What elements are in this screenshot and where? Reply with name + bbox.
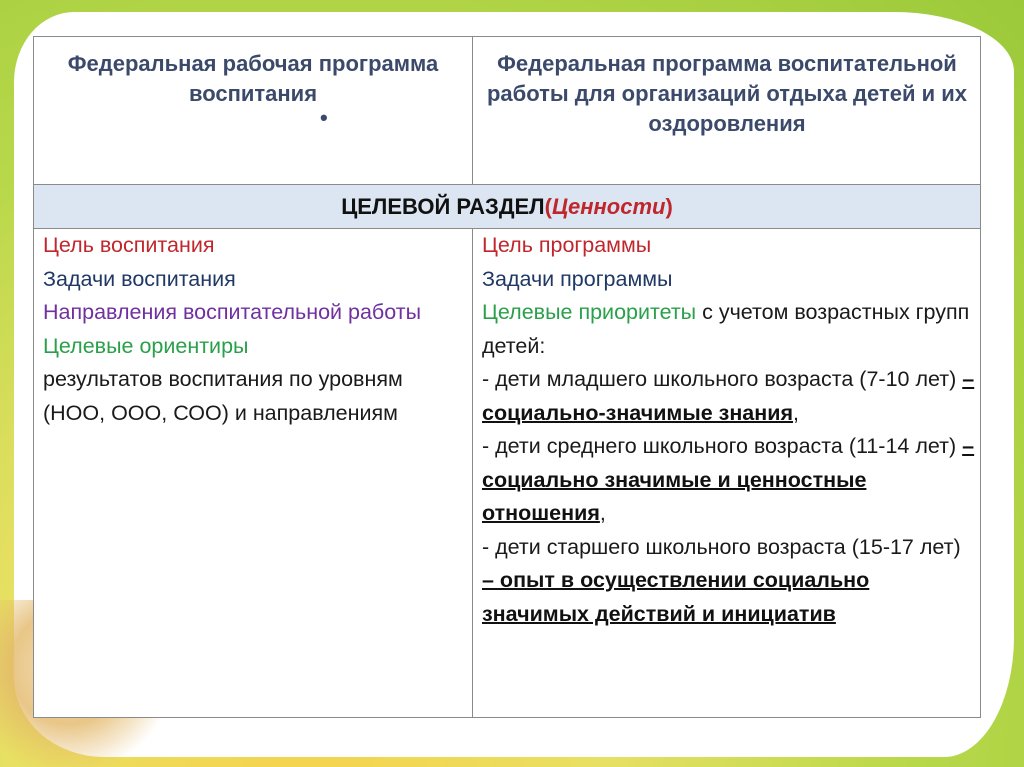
right-priorities-rest: с учетом возрастных групп детей: xyxy=(482,300,970,358)
age-group-senior xyxy=(482,531,977,632)
left-tasks: Задачи воспитания xyxy=(43,266,236,291)
left-goal: Цель воспитания xyxy=(43,233,215,257)
bullet-marker: • xyxy=(320,105,328,130)
right-goal: Цель программы xyxy=(482,233,652,257)
age-group-middle-text: - дети среднего школьного возраста (11-14 лет) xyxy=(482,434,963,458)
right-tasks: Задачи программы xyxy=(482,266,673,291)
left-body-cell xyxy=(43,229,468,430)
comparison-table xyxy=(33,36,981,718)
age-group-middle-outcome: – социально значимые и ценностные отношения xyxy=(482,434,975,525)
right-body-cell xyxy=(482,229,977,631)
right-priorities: Целевые приоритеты xyxy=(482,300,697,324)
right-priorities-line xyxy=(482,296,977,363)
section-open-paren: ( xyxy=(544,193,552,219)
section-heading-row xyxy=(34,185,980,229)
age-group-junior-outcome: – социально-значимые знания xyxy=(482,367,975,425)
age-group-senior-text: - дети старшего школьного возраста (15-17 лет) xyxy=(482,534,961,559)
section-accent: Ценности xyxy=(551,193,666,219)
section-close-paren: ) xyxy=(665,193,673,219)
age-group-junior-tail: , xyxy=(793,400,799,425)
header-right-title: Федеральная программа воспитательной работы для организаций отдыха детей и их оздоровления xyxy=(486,51,968,136)
left-targets-rest: результатов воспитания по уровням (НОО, ООО, СОО) и направлениям xyxy=(43,367,403,425)
section-label: ЦЕЛЕВОЙ РАЗДЕЛ xyxy=(341,193,545,219)
table-header-row xyxy=(34,37,980,185)
age-group-middle-tail: , xyxy=(599,501,606,525)
header-left-title: Федеральная рабочая программа воспитания xyxy=(67,51,439,106)
age-group-junior xyxy=(482,363,977,430)
age-group-junior-text: - дети младшего школьного возраста (7-10 лет) xyxy=(482,367,963,391)
age-group-senior-outcome: – опыт в осуществлении социально значимых действий и инициатив xyxy=(482,568,870,626)
left-targets: Целевые ориентиры xyxy=(43,333,249,358)
age-group-middle xyxy=(482,430,977,531)
left-directions: Направления воспитательной работы xyxy=(43,300,422,324)
